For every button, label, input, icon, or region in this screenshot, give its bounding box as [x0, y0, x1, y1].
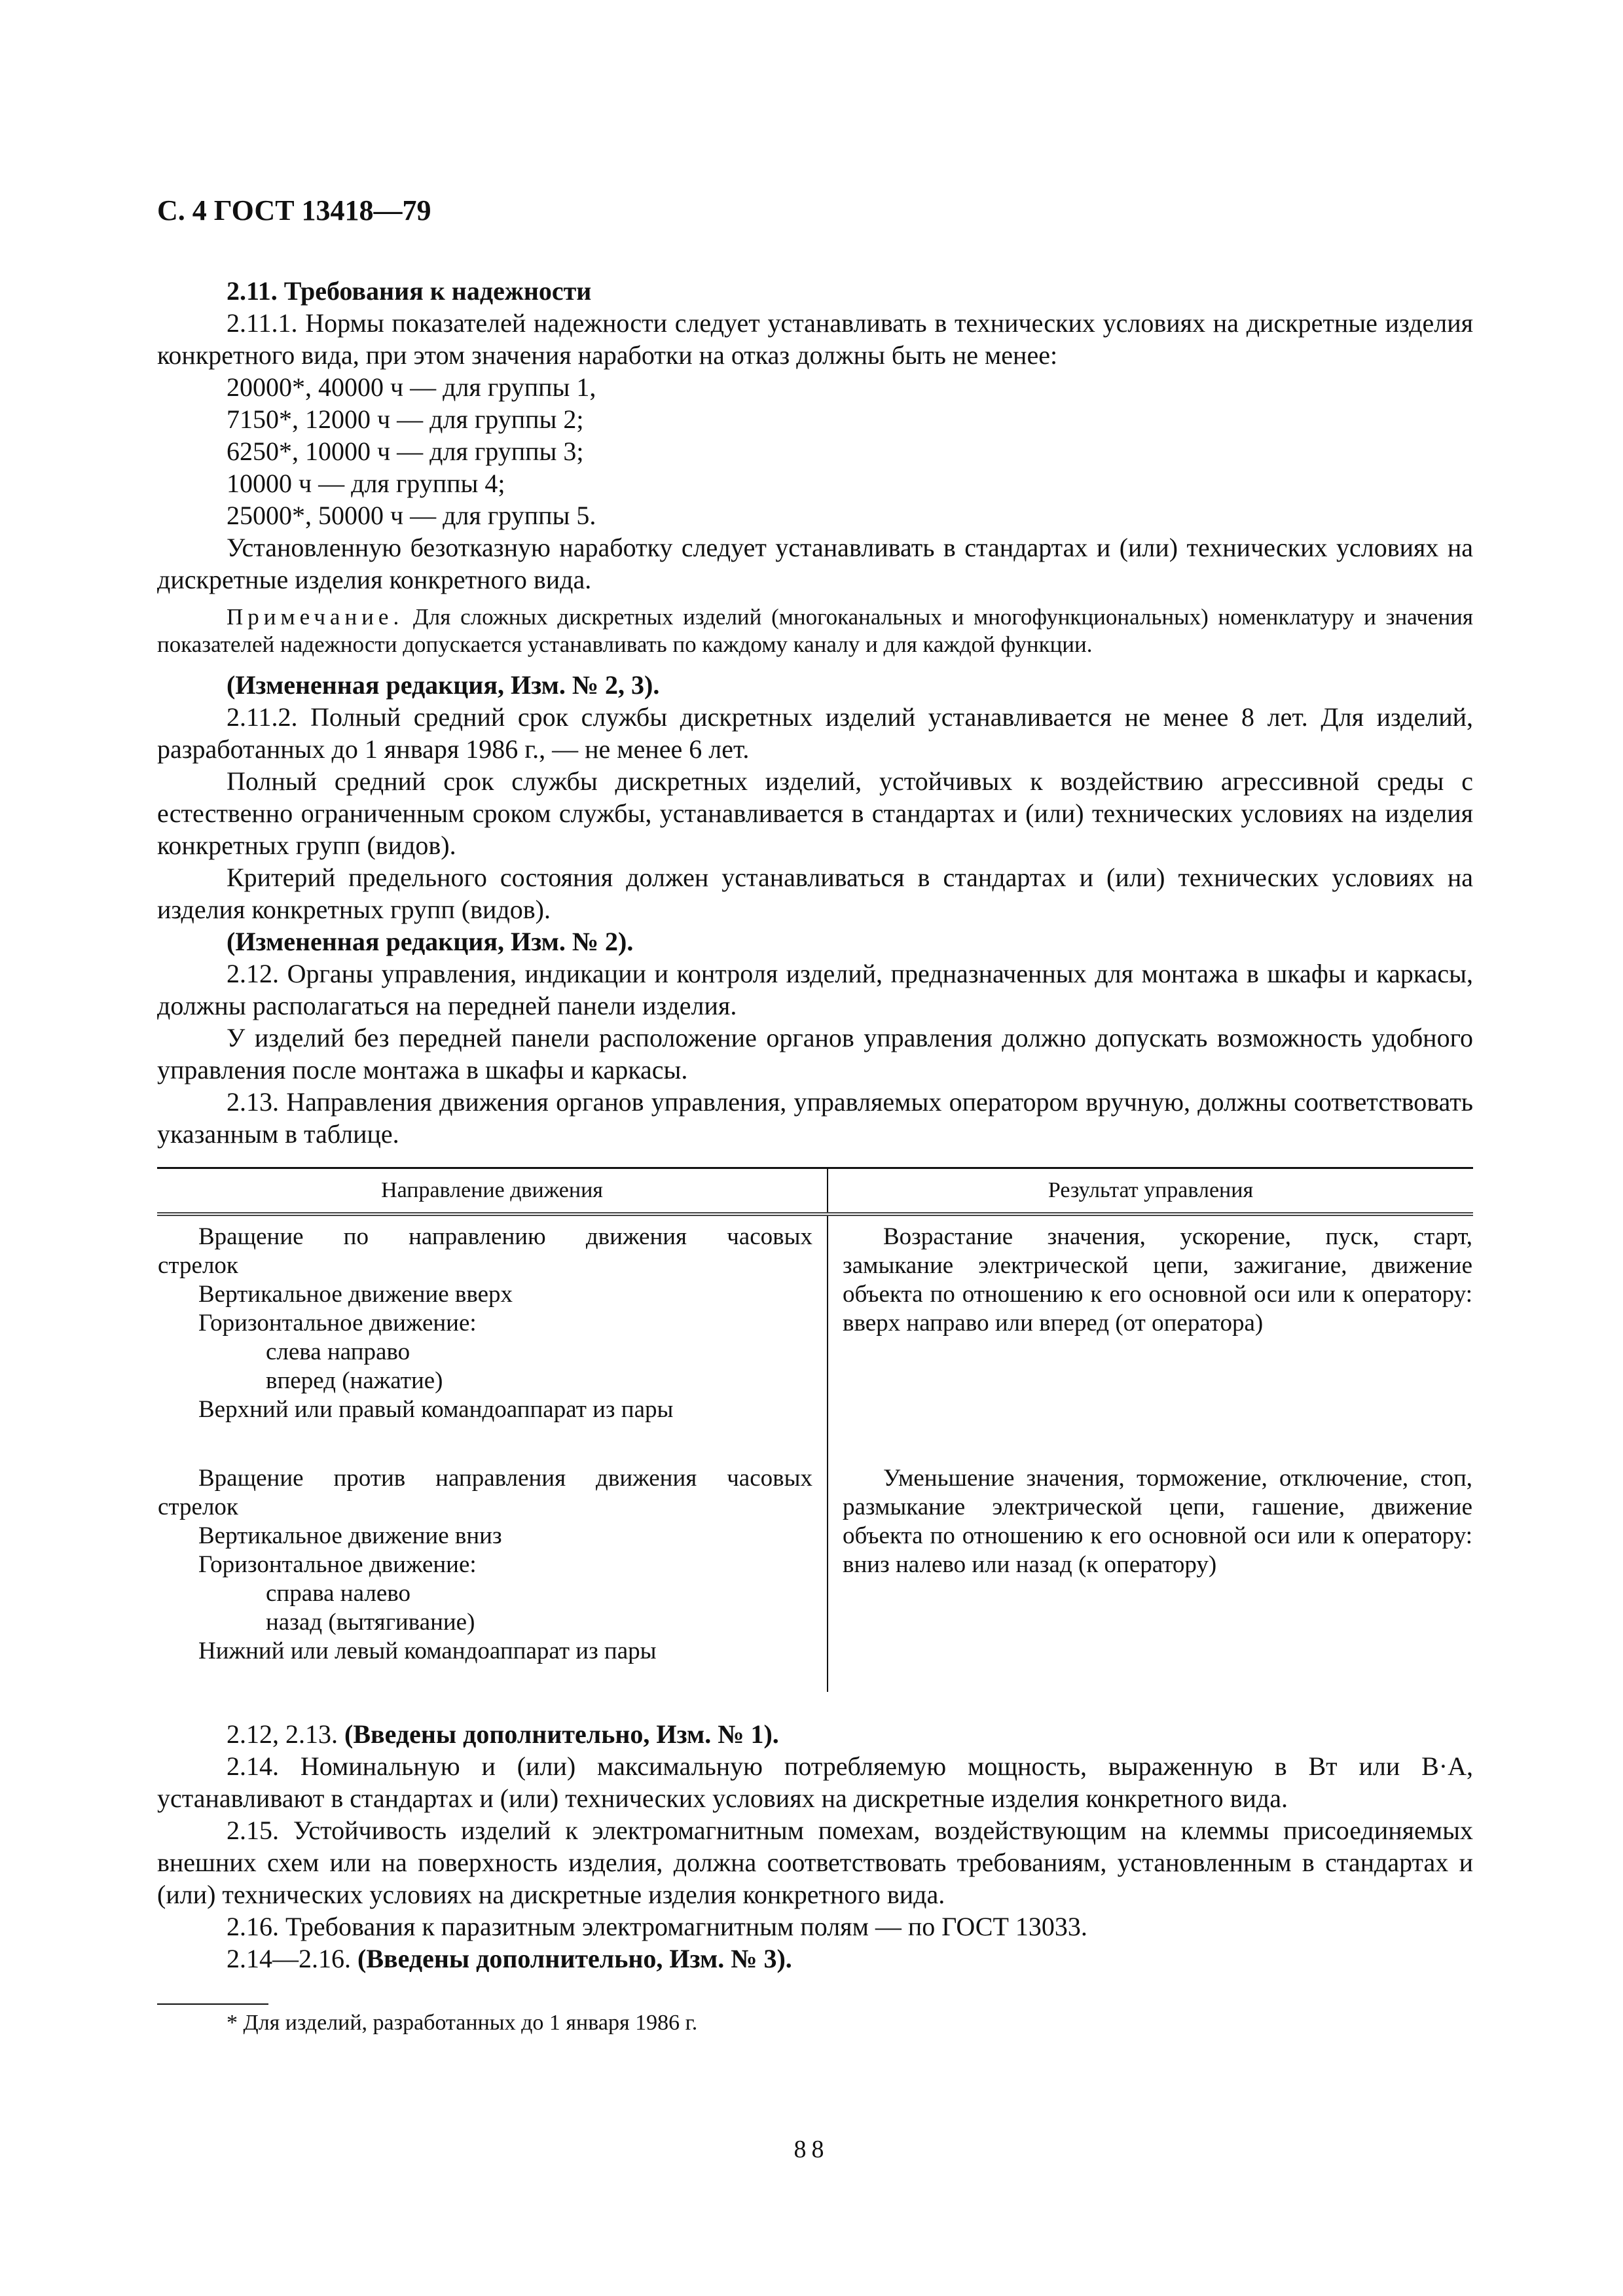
- introduced-note-3: [157, 1943, 1473, 1975]
- direction-cell-increase: [157, 1214, 828, 1425]
- direction-line: Горизонтальное движение:: [198, 1551, 477, 1578]
- group-line-3: 6250*, 10000 ч — для группы 3;: [227, 437, 584, 466]
- table-row: [157, 1425, 1473, 1692]
- introduced-note-3-text: (Введены дополнительно, Изм. № 3).: [357, 1944, 792, 1973]
- result-text: Уменьшение значения, торможение, отключение, стоп, размыкание электрической цепи, гашение, движение объекта по отношению к его основной оси или к оператору: вниз налево или назад (к оператору): [843, 1465, 1472, 1578]
- result-cell-decrease: [828, 1425, 1473, 1692]
- result-text: Возрастание значения, ускорение, пуск, старт, замыкание электрической цепи, зажигание, движение объекта по отношению к его основной оси или к оператору: вверх направо или вперед (от оператора): [843, 1223, 1472, 1336]
- result-cell-increase: [828, 1214, 1473, 1425]
- direction-line: Нижний или левый командоаппарат из пары: [198, 1638, 657, 1664]
- footnote: * Для изделий, разработанных до 1 января 1986 г.: [227, 2011, 698, 2035]
- paragraph-service-life: Полный средний срок службы дискретных изделий, устойчивых к воздействию агрессивной среды с естественно ограниченным сроком службы, устанавливается в стандартах и (или) технических условиях на изделия конкретных групп (видов).: [157, 766, 1473, 860]
- paragraph-no-panel: У изделий без передней панели расположение органов управления должно допускать возможность удобного управления после монтажа в шкафы и каркасы.: [157, 1023, 1473, 1085]
- table-row: [157, 1214, 1473, 1425]
- paragraph-2-14: 2.14. Номинальную и (или) максимальную потребляемую мощность, выраженную в Вт или В·А, устанавливают в стандартах и (или) технических условиях на дискретные изделия конкретного вида.: [157, 1751, 1473, 1813]
- direction-line: вперед (нажатие): [266, 1367, 443, 1394]
- direction-line: слева направо: [266, 1338, 410, 1365]
- page-number: 88: [793, 2136, 830, 2163]
- introduced-note-3-ref: 2.14—2.16.: [227, 1944, 351, 1973]
- direction-line: Горизонтальное движение:: [198, 1310, 477, 1336]
- footnote-divider: [157, 2003, 268, 2005]
- section-title: 2.11. Требования к надежности: [227, 276, 592, 306]
- page-header: С. 4 ГОСТ 13418—79: [157, 194, 431, 226]
- introduced-note-1-text: (Введены дополнительно, Изм. № 1).: [344, 1719, 779, 1749]
- column-header-result: Результат управления: [828, 1168, 1473, 1215]
- control-direction-table: [157, 1167, 1473, 1692]
- direction-line: стрелок: [158, 1494, 238, 1520]
- paragraph-2-13: 2.13. Направления движения органов управления, управляемых оператором вручную, должны соответствовать указанным в таблице.: [157, 1087, 1473, 1149]
- group-line-1: 20000*, 40000 ч — для группы 1,: [227, 372, 596, 402]
- paragraph-2-15: 2.15. Устойчивость изделий к электромагнитным помехам, воздействующим на клеммы присоединяемых внешних схем или на поверхность изделия, должна соответствовать требованиям, установленным в стандартах и (или) технических условиях на дискретные изделия конкретного вида.: [157, 1816, 1473, 1909]
- group-line-4: 10000 ч — для группы 4;: [227, 469, 505, 498]
- table-header-row: [157, 1168, 1473, 1215]
- direction-line: справа налево: [266, 1580, 410, 1607]
- direction-line: Вертикальное движение вверх: [198, 1281, 513, 1308]
- introduced-note-1: [157, 1718, 1473, 1750]
- group-line-2: 7150*, 12000 ч — для группы 2;: [227, 404, 584, 434]
- direction-cell-decrease: [157, 1425, 828, 1692]
- amendment-note-1: (Измененная редакция, Изм. № 2, 3).: [227, 670, 660, 700]
- direction-line: Верхний или правый командоаппарат из пары: [198, 1396, 674, 1423]
- direction-line: Вертикальное движение вниз: [198, 1522, 502, 1549]
- paragraph-2-11-2: 2.11.2. Полный средний срок службы дискретных изделий устанавливается не менее 8 лет. Для изделий, разработанных до 1 января 1986 г., — не менее 6 лет.: [157, 702, 1473, 764]
- note-text: Для сложных дискретных изделий (многоканальных и многофункциональных) номенклатуру и значения показателей надежности допускается устанавливать по каждому каналу и для каждой функции.: [157, 604, 1473, 657]
- paragraph-failfree: Установленную безотказную наработку следует устанавливать в стандартах и (или) технических условиях на дискретные изделия конкретного вида.: [157, 533, 1473, 594]
- direction-line: Вращение против направления движения часовых: [198, 1465, 812, 1492]
- group-line-5: 25000*, 50000 ч — для группы 5.: [227, 501, 596, 530]
- introduced-note-1-ref: 2.12, 2.13.: [227, 1719, 338, 1749]
- note-label: Примечание.: [227, 604, 404, 630]
- note: [157, 603, 1473, 658]
- paragraph-2-11-1: 2.11.1. Нормы показателей надежности следует устанавливать в технических условиях на дискретные изделия конкретного вида, при этом значения наработки на отказ должны быть не менее:: [157, 308, 1473, 370]
- paragraph-2-12: 2.12. Органы управления, индикации и контроля изделий, предназначенных для монтажа в шкафы и каркасы, должны располагаться на передней панели изделия.: [157, 959, 1473, 1020]
- direction-line: назад (вытягивание): [266, 1609, 475, 1636]
- amendment-note-2: (Измененная редакция, Изм. № 2).: [227, 927, 634, 956]
- document-body: [157, 275, 1473, 2036]
- direction-line: стрелок: [158, 1252, 238, 1279]
- paragraph-2-16: 2.16. Требования к паразитным электромагнитным полям — по ГОСТ 13033.: [227, 1912, 1087, 1941]
- direction-line: Вращение по направлению движения часовых: [198, 1223, 812, 1250]
- paragraph-criterion: Критерий предельного состояния должен устанавливаться в стандартах и (или) технических условиях на изделия конкретных групп (видов).: [157, 863, 1473, 924]
- column-header-direction: Направление движения: [157, 1168, 828, 1215]
